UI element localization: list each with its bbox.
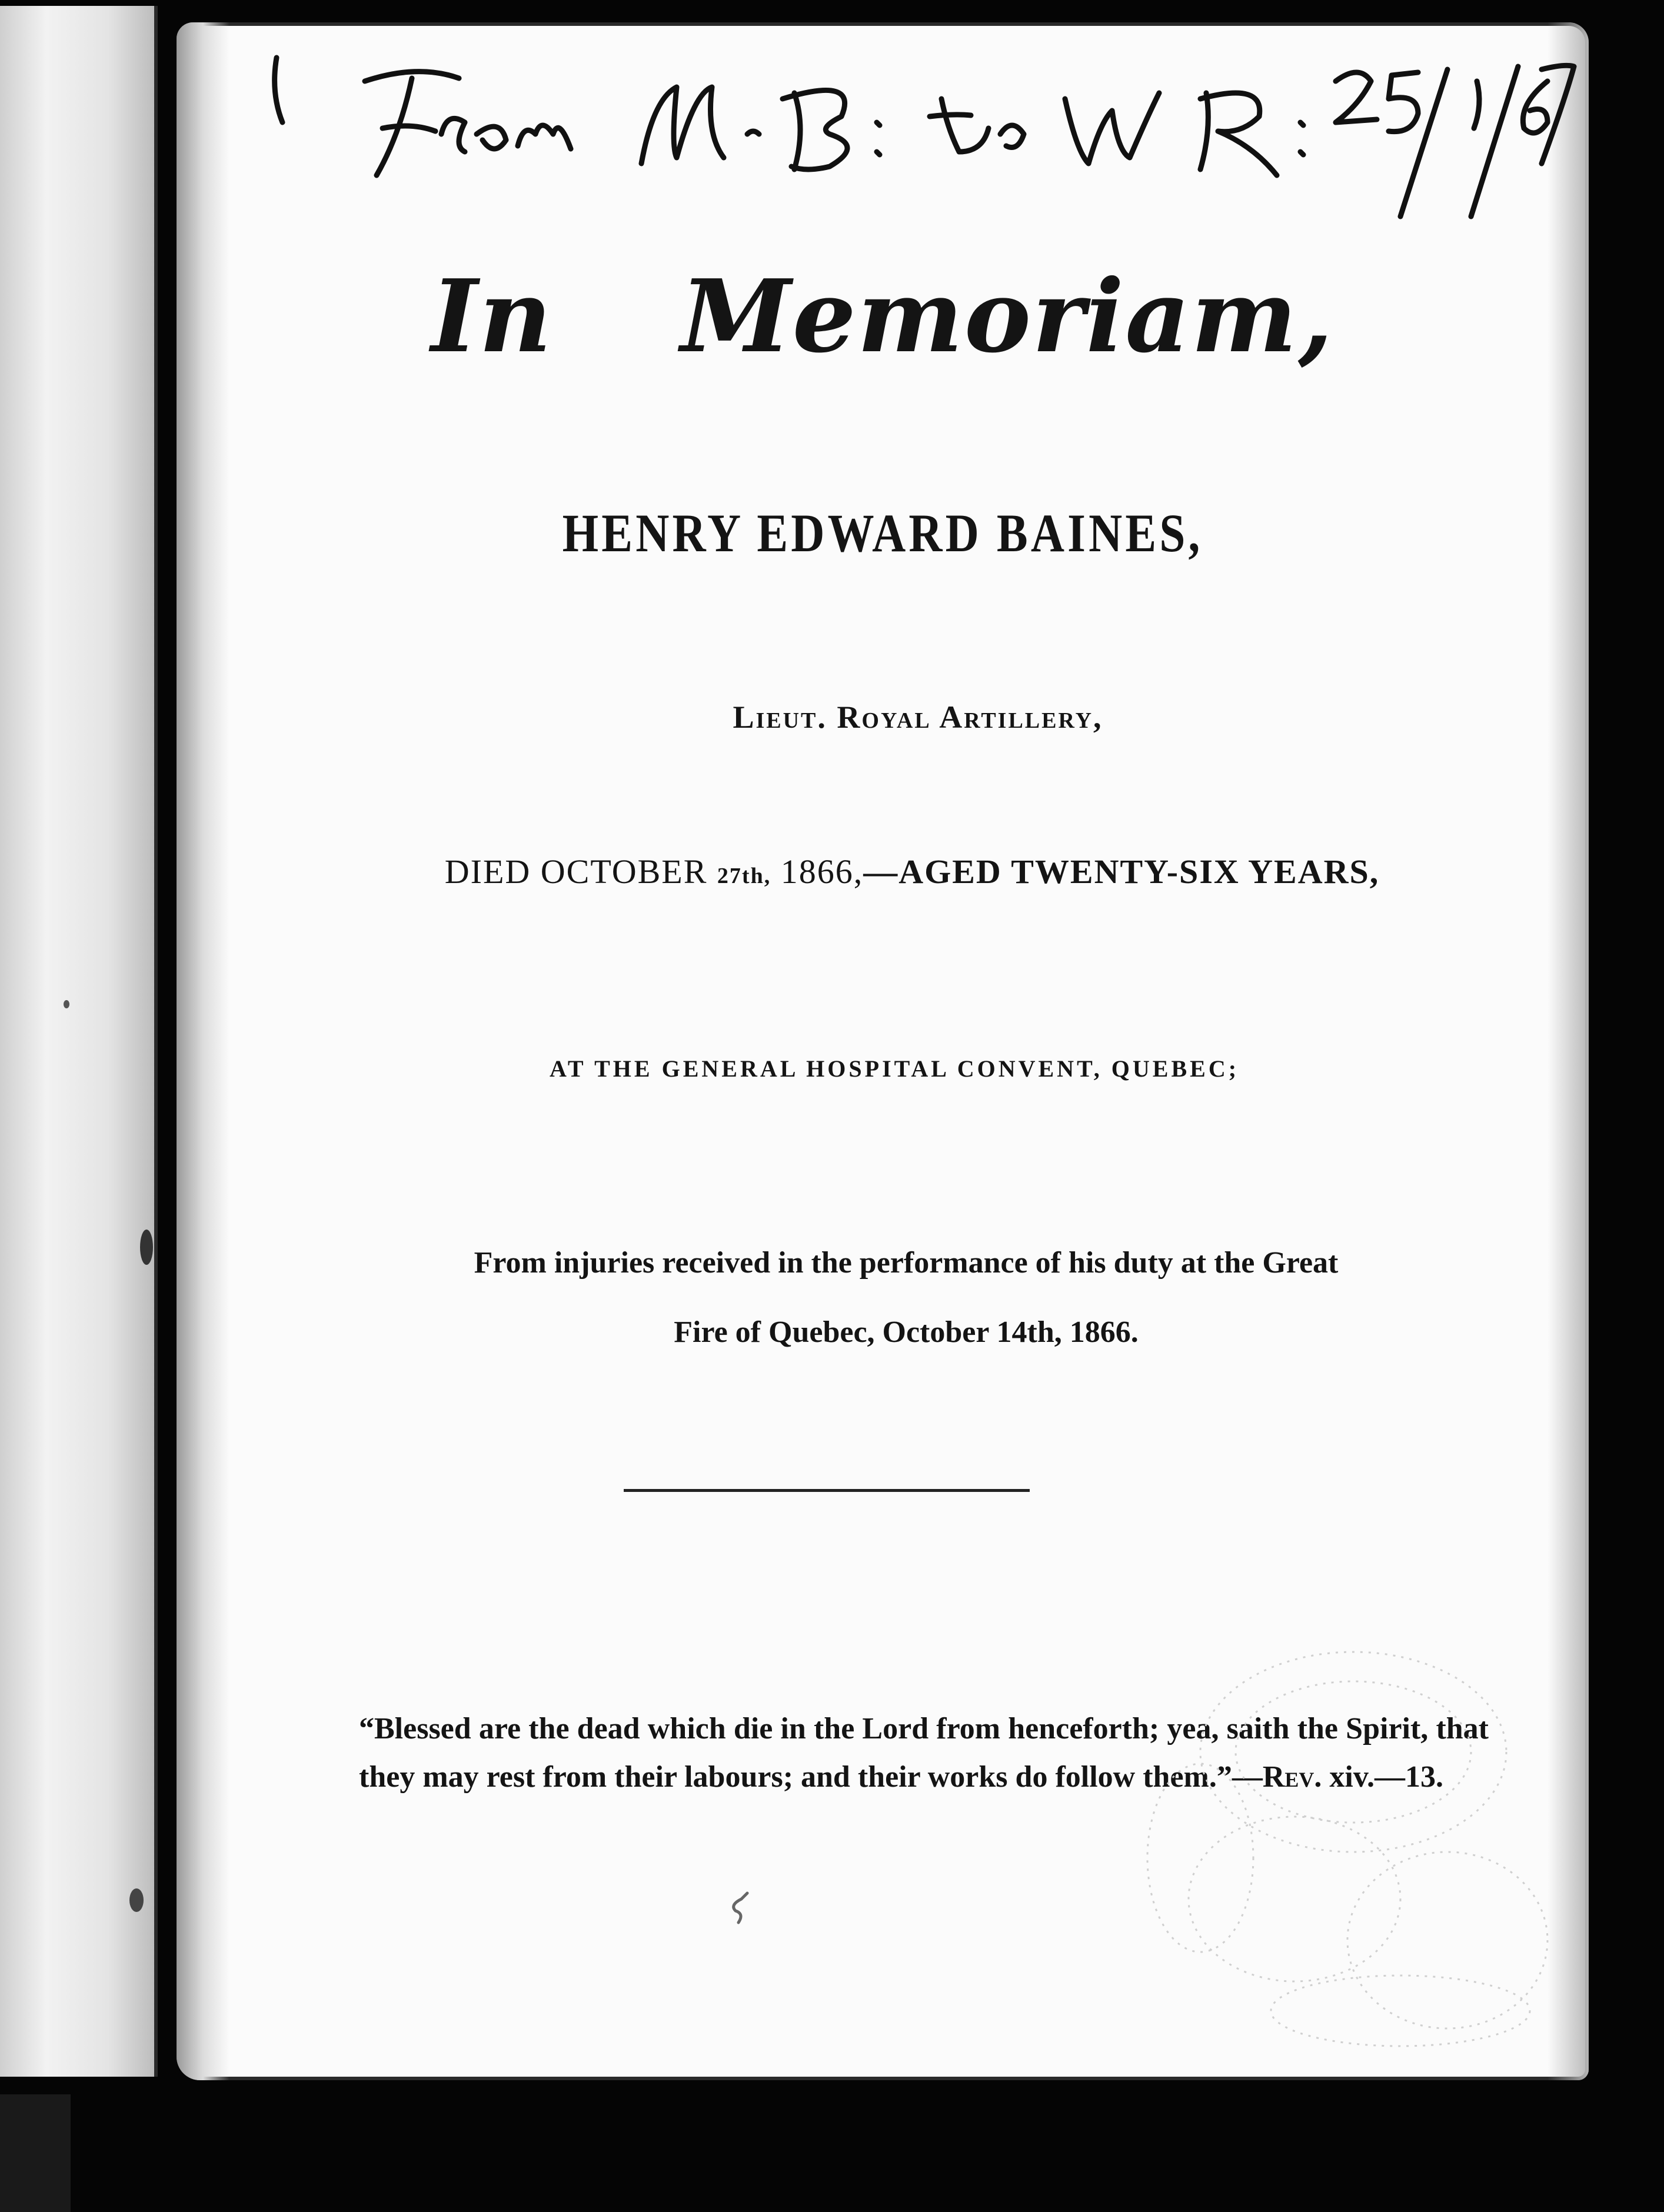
death-cause [200, 1228, 1589, 1367]
deceased-name: HENRY EDWARD BAINES, [562, 503, 1203, 563]
epigraph-reference-rest: xiv.—13. [1322, 1760, 1443, 1794]
page-speck [129, 1888, 144, 1912]
blind-stamp-dots [1118, 1634, 1577, 2058]
handwritten-inscription [265, 46, 1577, 222]
memoriam-word-memoriam: Memoriam, [680, 258, 1334, 375]
divider-rule [624, 1489, 1030, 1492]
title-page [177, 22, 1589, 2080]
death-cause-line-1: From injuries received in the performance of his duty at the Great [474, 1246, 1339, 1280]
facing-page-edge [0, 6, 158, 2077]
facing-page-torn-corner [0, 2094, 71, 2212]
death-date-line [206, 852, 1589, 891]
death-year: 1866, [780, 852, 864, 891]
pencil-mark-icon [718, 1887, 759, 1928]
epigraph-reference-book: Rev. [1262, 1760, 1322, 1794]
memoriam-heading [177, 258, 1589, 375]
memoriam-word-in: In [431, 258, 553, 375]
deceased-rank: Lieut. Royal Artillery, [733, 699, 1103, 735]
death-place: AT THE GENERAL HOSPITAL CONVENT, QUEBEC; [549, 1055, 1240, 1082]
page-tear [140, 1230, 153, 1265]
death-age: —AGED TWENTY-SIX YEARS, [863, 852, 1380, 891]
epigraph-text: “Blessed are the dead which die in the Lord from henceforth; yea, saith the Spirit, that they may rest from their labours; and their works do follow them.”— [359, 1712, 1489, 1794]
death-date-ordinal: 27th, [717, 864, 771, 888]
death-cause-line-2: Fire of Quebec, October 14th, 1866. [674, 1315, 1139, 1349]
page-speck [64, 1000, 69, 1008]
died-prefix: DIED OCTOBER [444, 852, 708, 891]
